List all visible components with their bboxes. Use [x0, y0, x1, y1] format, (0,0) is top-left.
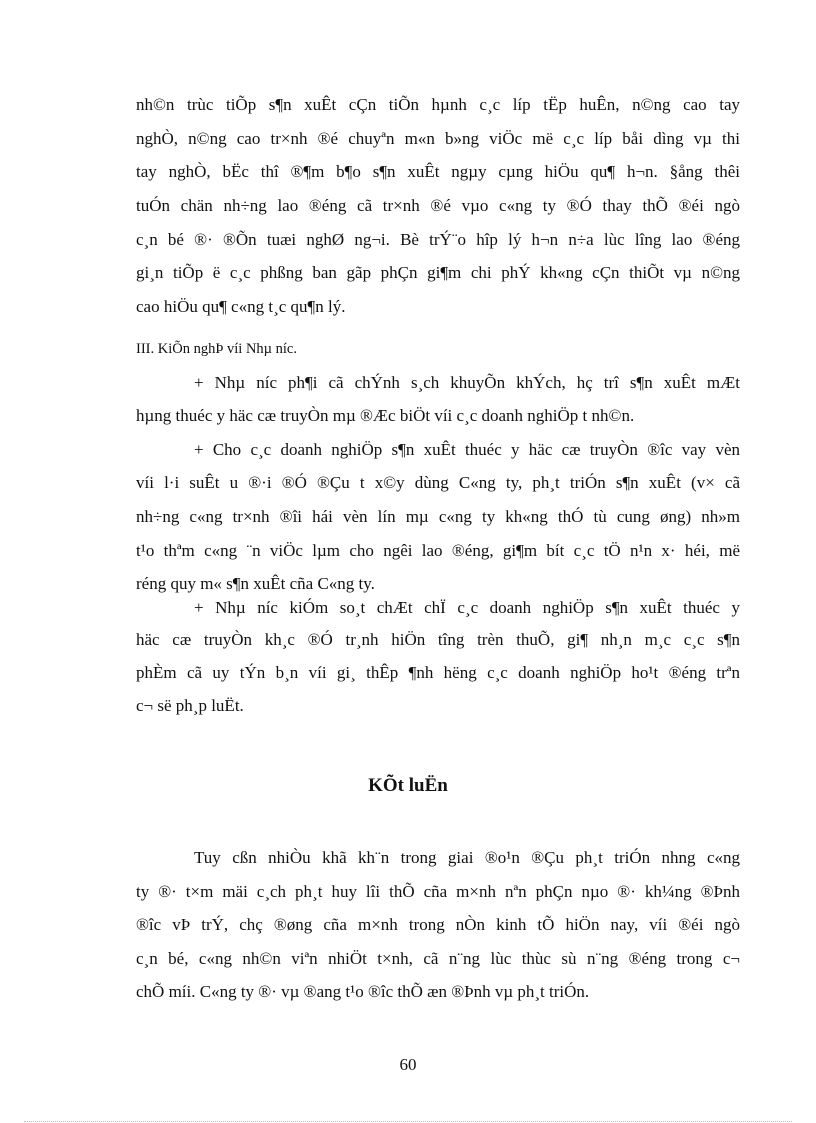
- paragraph-1-line: tuÓn chän nh÷ng lao ®éng cã tr×nh ®é vµo c«ng ty ®Ó thay thÕ ®éi ngò: [136, 196, 740, 215]
- paragraph-4-line: c¬ së ph¸p luËt.: [136, 696, 244, 715]
- paragraph-3-line: t¹o thªm c«ng ¨n viÖc lµm cho ngêi lao ®éng, gi¶m bít c¸c tÖ n¹n x· héi, më: [136, 541, 740, 560]
- paragraph-2-line: hµng thuéc y häc cæ truyÒn mµ ®Æc biÖt víi c¸c doanh nghiÖp t nh©n.: [136, 406, 635, 425]
- conclusion-title: KÕt luËn: [368, 775, 448, 796]
- paragraph-4-line: phÈm cã uy tÝn b¸n víi gi¸ thÊp ¶nh hëng c¸c doanh nghiÖp ho¹t ®éng trªn: [136, 663, 740, 682]
- paragraph-1-line: nh©n trùc tiÕp s¶n xuÊt cÇn tiÕn hµnh c¸c líp tËp huÊn, n©ng cao tay: [136, 95, 740, 114]
- paragraph-2-line: + Nhµ níc ph¶i cã chÝnh s¸ch khuyÕn khÝch, hç trî s¶n xuÊt mÆt: [194, 373, 740, 392]
- conclusion-line: ®îc vÞ trÝ, chç ®øng cña m×nh trong nÒn kinh tÕ hiÖn nay, víi ®éi ngò: [136, 915, 740, 934]
- paragraph-1-line: nghÒ, n©ng cao tr×nh ®é chuyªn m«n b»ng viÖc më c¸c líp båi dìng vµ thi: [136, 129, 740, 148]
- paragraph-3-line: víi l·i suÊt u ®·i ®Ó ®Çu t x©y dùng C«ng ty, ph¸t triÓn s¶n xuÊt (v× cã: [136, 473, 740, 492]
- page-number: 60: [399, 1055, 417, 1074]
- conclusion-line: ty ®· t×m mäi c¸ch ph¸t huy lîi thÕ cña m×nh nªn phÇn nµo ®· kh¼ng ®Þnh: [136, 882, 740, 901]
- paragraph-3-line: + Cho c¸c doanh nghiÖp s¶n xuÊt thuéc y häc cæ truyÒn ®îc vay vèn: [194, 440, 740, 459]
- paragraph-1-line: gi¸n tiÕp ë c¸c phßng ban gãp phÇn gi¶m chi phÝ kh«ng cÇn thiÕt vµ n©ng: [136, 263, 740, 282]
- section-heading: III. KiÕn nghÞ víi Nhµ níc.: [136, 341, 297, 357]
- conclusion-line: Tuy cßn nhiÒu khã kh¨n trong giai ®o¹n ®Çu ph¸t triÓn nhng c«ng: [194, 848, 740, 867]
- conclusion-line: c¸n bé, c«ng nh©n viªn nhiÖt t×nh, cã n¨ng lùc thùc sù n¨ng ®éng trong c¬: [136, 949, 740, 968]
- paragraph-4-line: häc cæ truyÒn kh¸c ®Ó tr¸nh hiÖn tîng trèn thuÕ, gi¶ nh¸n m¸c c¸c s¶n: [136, 630, 740, 649]
- paragraph-1-line: cao hiÖu qu¶ c«ng t¸c qu¶n lý.: [136, 297, 346, 316]
- conclusion-line: chÕ míi. C«ng ty ®· vµ ®ang t¹o ®îc thÕ æn ®Þnh vµ ph¸t triÓn.: [136, 982, 590, 1001]
- paragraph-1-line: c¸n bé ®· ®Õn tuæi nghØ ng¬i. Bè trÝ¨o hîp lý h¬n n÷a lùc lîng lao ®éng: [136, 230, 740, 249]
- paragraph-4-line: + Nhµ níc kiÓm so¸t chÆt chÏ c¸c doanh nghiÖp s¶n xuÊt thuéc y: [194, 598, 740, 617]
- bottom-divider: [24, 1121, 792, 1122]
- paragraph-3-line: réng quy m« s¶n xuÊt cña C«ng ty.: [136, 574, 375, 593]
- paragraph-3-line: nh÷ng c«ng tr×nh ®îi hái vèn lín mµ c«ng ty kh«ng thÓ tù cung øng) nh»m: [136, 507, 740, 526]
- paragraph-1-line: tay nghÒ, bËc thî ®¶m b¶o s¶n xuÊt ngµy cµng hiÖu qu¶ h¬n. §ång thêi: [136, 162, 740, 181]
